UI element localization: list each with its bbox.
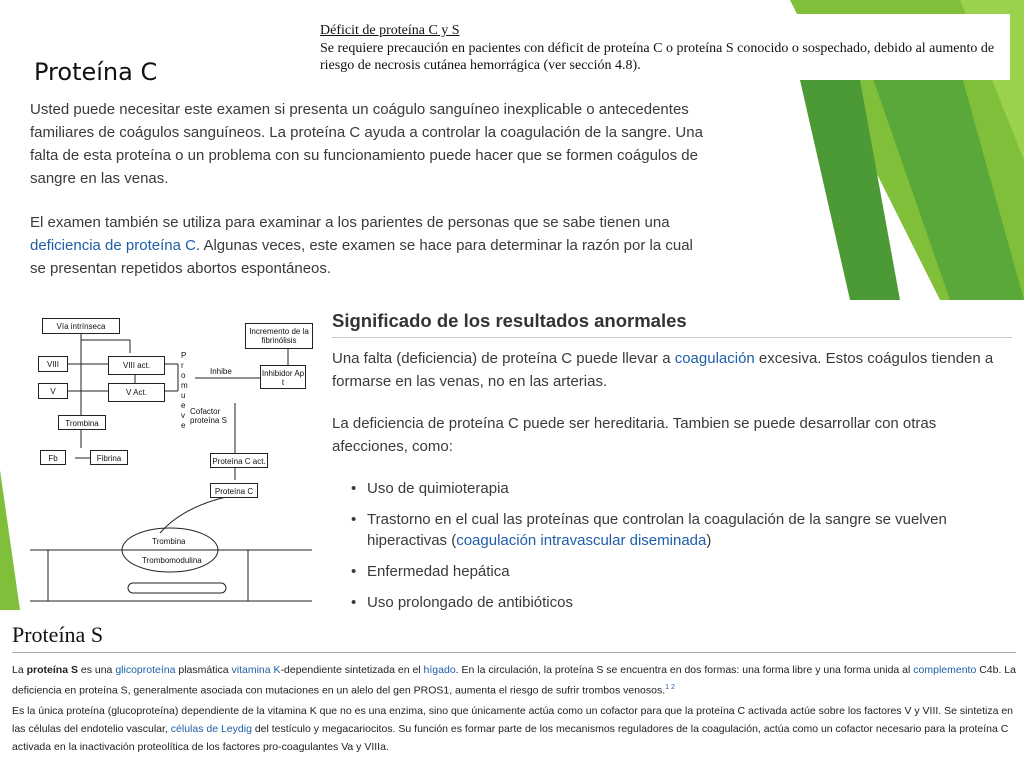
text: -dependiente sintetizada en el xyxy=(280,664,424,676)
results-text: excesiva. Estos coágulos tienden a formarse en las venas, no en las arterias. xyxy=(332,350,994,390)
v-act-box: V Act. xyxy=(108,383,165,402)
coagulation-diagram xyxy=(30,305,312,605)
results-section xyxy=(318,300,1024,630)
list-item: • Enfermedad hepática xyxy=(351,561,1011,582)
glicoproteina-link[interactable]: glicoproteína xyxy=(115,664,176,676)
results-heading: Significado de los resultados anormales xyxy=(332,310,687,331)
protein-s-title: Proteína S xyxy=(12,622,104,647)
results-paragraph-2: La deficiencia de proteína C puede ser hereditaria. Tambien se puede desarrollar con otras afecciones, como: xyxy=(332,415,937,455)
intro-paragraph-2 xyxy=(30,211,710,280)
proteina-c-box: Proteína C xyxy=(210,483,258,498)
intro-paragraph-1: Usted puede necesitar este examen si presenta un coágulo sanguíneo inexplicable o antecedentes familiares de coágulos sanguíneos. La proteína C ayuda a controlar la coagulación de la sangre. Una falta de esta proteína o un problema con su funcionamiento puede hacer que se formen coágulos de sangre en las venas. xyxy=(30,101,703,187)
text: La xyxy=(12,664,27,676)
list-item-text: Trastorno en el cual las proteínas que controlan la coagulación de la sangre se vuelven hiperactivas ( xyxy=(367,511,947,549)
protein-s-paragraph-2 xyxy=(12,702,1020,756)
fibrina-box: Fibrina xyxy=(90,450,128,465)
cofactor-label: Cofactor proteína S xyxy=(190,407,227,425)
inhibidor-box: Inhibidor Ap t xyxy=(260,365,306,389)
protein-s-section xyxy=(0,612,1024,768)
results-paragraph-1 xyxy=(332,347,1012,393)
deficiency-link[interactable]: deficiencia de proteína C xyxy=(30,237,196,254)
trombomodulina-label: Trombomodulina xyxy=(142,556,202,565)
text: del testículo y megacariocitos. Su función es formar parte de los mecanismos reguladores de la coagulación, actúa como un cofactor necesario para la proteína C activada en la inactivación proteolítica de los factores pro-coagulantes Va y VIIIa. xyxy=(12,723,1009,753)
higado-link[interactable]: hígado xyxy=(423,664,456,676)
incremento-box: Incremento de la fibrinólisis xyxy=(245,323,313,349)
inhibe-label: Inhibe xyxy=(210,367,232,376)
bold-term: proteína S xyxy=(26,664,78,676)
list-item xyxy=(351,509,1011,551)
text: plasmática xyxy=(175,664,232,676)
promueve-label: P r o m u e v e xyxy=(181,351,188,430)
v-box: V xyxy=(38,383,68,399)
deficit-text: Se requiere precaución en pacientes con déficit de proteína C o proteína S conocido o sospechado, debido al aumento de riesgo de necrosis cutánea hemorrágica (ver sección 4.8). xyxy=(320,41,995,73)
list-item: • Uso prolongado de antibióticos xyxy=(351,592,1011,613)
proteina-c-act-box: Proteína C act. xyxy=(210,453,268,468)
green-stripe-left xyxy=(0,470,20,610)
reference-superscript[interactable]: 1 2 xyxy=(665,684,675,691)
intro-section xyxy=(30,98,710,301)
viii-box: VIII xyxy=(38,356,68,372)
fb-box: Fb xyxy=(40,450,66,465)
coagulation-link[interactable]: coagulación xyxy=(674,350,755,367)
leydig-link[interactable]: células de Leydig xyxy=(170,723,252,735)
vitamina-k-link[interactable]: vitamina K xyxy=(231,664,281,676)
via-intrinseca-box: Vía intrínseca xyxy=(42,318,120,334)
text: C4b. La deficiencia en proteína S, generalmente asociada con mutaciones en un alelo del gen PROS1, aumenta el riesgo de sufrir trombos venosos. xyxy=(12,664,1016,697)
complemento-link[interactable]: complemento xyxy=(913,664,977,676)
protein-s-divider xyxy=(12,652,1016,653)
list-item: • Uso de quimioterapia xyxy=(351,478,1011,499)
slide-title: Proteína C xyxy=(34,58,158,86)
viii-act-box: VIII act. xyxy=(108,356,165,375)
protein-s-paragraph-1 xyxy=(12,662,1020,700)
oval-trombina-label: Trombina xyxy=(152,537,186,546)
text: Es la única proteína (glucoproteína) dependiente de la vitamina K que no es una enzima, sino que únicamente actúa como un cofactor para que la proteína C activada actúe sobre los factores V y VIII. Se sintetiza en las células del endotelio vascular, xyxy=(12,705,1014,735)
trombina-box: Trombina xyxy=(58,415,106,430)
deficit-heading: Déficit de proteína C y S xyxy=(320,23,460,38)
list-item-text: ) xyxy=(706,532,712,549)
text: es una xyxy=(77,664,116,676)
deficit-box xyxy=(315,14,1010,80)
cid-link[interactable]: coagulación intravascular diseminada xyxy=(456,532,707,549)
intro-text: El examen también se utiliza para examinar a los parientes de personas que se sabe tienen una xyxy=(30,214,670,231)
text: . En la circulación, la proteína S se encuentra en dos formas: una forma libre y una forma unida al xyxy=(455,664,914,676)
intro-text: . Algunas veces, este examen se hace para determinar la razón por la cual se presentan repetidos abortos espontáneos. xyxy=(30,237,693,277)
results-text: Una falta (deficiencia) de proteína C puede llevar a xyxy=(332,350,675,367)
results-divider xyxy=(332,337,1012,338)
